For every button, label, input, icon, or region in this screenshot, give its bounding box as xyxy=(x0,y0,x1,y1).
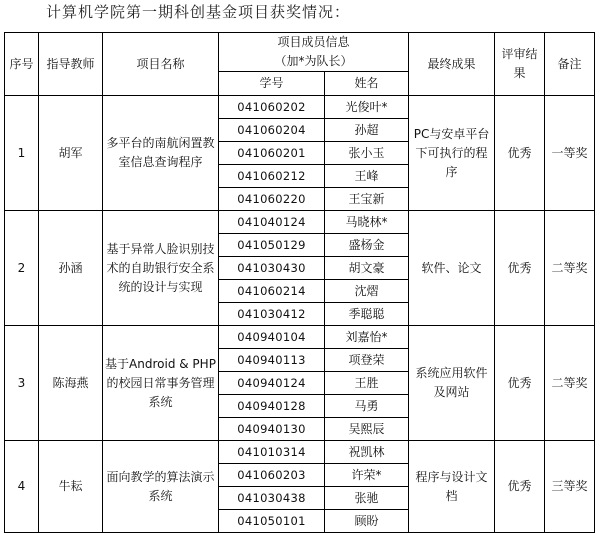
result-cell: 程序与设计文档 xyxy=(409,441,495,533)
member-name-cell: 张小玉 xyxy=(325,142,409,165)
header-name: 姓名 xyxy=(325,72,409,96)
member-name-cell: 张驰 xyxy=(325,487,409,510)
member-name-cell: 季聪聪 xyxy=(325,303,409,326)
student-id-cell: 041060220 xyxy=(219,188,325,211)
page-title: 计算机学院第一期科创基金项目获奖情况： xyxy=(46,3,351,21)
member-name-cell: 盛杨金 xyxy=(325,234,409,257)
header-result: 最终成果 xyxy=(409,33,495,96)
header-advisor: 指导教师 xyxy=(39,33,103,96)
student-id-cell: 041060202 xyxy=(219,96,325,119)
review-cell: 优秀 xyxy=(495,441,545,533)
remark-cell: 二等奖 xyxy=(545,211,595,326)
member-name-cell: 胡文豪 xyxy=(325,257,409,280)
advisor-cell: 牛耘 xyxy=(39,441,103,533)
student-id-cell: 040940130 xyxy=(219,418,325,441)
project-name-cell: 基于异常人脸识别技术的自助银行安全系统的设计与实现 xyxy=(103,211,219,326)
member-name-cell: 王胜 xyxy=(325,372,409,395)
member-name-cell: 王峰 xyxy=(325,165,409,188)
review-cell: 优秀 xyxy=(495,326,545,441)
student-id-cell: 041010314 xyxy=(219,441,325,464)
result-cell: 软件、论文 xyxy=(409,211,495,326)
review-cell: 优秀 xyxy=(495,96,545,211)
header-members xyxy=(219,33,409,72)
member-name-cell: 吴熙辰 xyxy=(325,418,409,441)
advisor-cell: 陈海燕 xyxy=(39,326,103,441)
member-name-cell: 孙超 xyxy=(325,119,409,142)
awards-table xyxy=(4,32,595,533)
advisor-cell: 孙涵 xyxy=(39,211,103,326)
remark-cell: 三等奖 xyxy=(545,441,595,533)
member-name-cell: 许荣* xyxy=(325,464,409,487)
header-student-id: 学号 xyxy=(219,72,325,96)
row-index: 1 xyxy=(5,96,39,211)
header-review: 评审结果 xyxy=(495,33,545,96)
result-cell: PC与安卓平台下可执行的程序 xyxy=(409,96,495,211)
header-row xyxy=(5,33,595,72)
row-index: 4 xyxy=(5,441,39,533)
student-id-cell: 041050129 xyxy=(219,234,325,257)
student-id-cell: 041050101 xyxy=(219,510,325,533)
header-members-note: （加*为队长） xyxy=(274,54,353,68)
project-name-cell: 基于Android & PHP的校园日常事务管理系统 xyxy=(103,326,219,441)
student-id-cell: 041060212 xyxy=(219,165,325,188)
member-name-cell: 刘嘉怡* xyxy=(325,326,409,349)
member-name-cell: 马勇 xyxy=(325,395,409,418)
remark-cell: 二等奖 xyxy=(545,326,595,441)
student-id-cell: 041060214 xyxy=(219,280,325,303)
member-name-cell: 沈熠 xyxy=(325,280,409,303)
student-id-cell: 040940113 xyxy=(219,349,325,372)
header-project: 项目名称 xyxy=(103,33,219,96)
table-row xyxy=(5,441,595,464)
row-index: 2 xyxy=(5,211,39,326)
result-cell: 系统应用软件及网站 xyxy=(409,326,495,441)
member-name-cell: 光俊叶* xyxy=(325,96,409,119)
student-id-cell: 041030412 xyxy=(219,303,325,326)
member-name-cell: 王宝新 xyxy=(325,188,409,211)
advisor-cell: 胡军 xyxy=(39,96,103,211)
project-name-cell: 多平台的南航闲置教室信息查询程序 xyxy=(103,96,219,211)
member-name-cell: 顾盼 xyxy=(325,510,409,533)
row-index: 3 xyxy=(5,326,39,441)
table-row xyxy=(5,211,595,234)
member-name-cell: 马晓林* xyxy=(325,211,409,234)
student-id-cell: 041030438 xyxy=(219,487,325,510)
student-id-cell: 040940104 xyxy=(219,326,325,349)
header-index: 序号 xyxy=(5,33,39,96)
header-members-label: 项目成员信息 xyxy=(277,35,350,49)
student-id-cell: 041040124 xyxy=(219,211,325,234)
remark-cell: 一等奖 xyxy=(545,96,595,211)
student-id-cell: 041030430 xyxy=(219,257,325,280)
project-name-cell: 面向教学的算法演示系统 xyxy=(103,441,219,533)
review-cell: 优秀 xyxy=(495,211,545,326)
table-row xyxy=(5,326,595,349)
student-id-cell: 041060204 xyxy=(219,119,325,142)
member-name-cell: 项登荣 xyxy=(325,349,409,372)
member-name-cell: 祝凯林 xyxy=(325,441,409,464)
table-row xyxy=(5,96,595,119)
header-remark: 备注 xyxy=(545,33,595,96)
student-id-cell: 041060201 xyxy=(219,142,325,165)
student-id-cell: 041060203 xyxy=(219,464,325,487)
student-id-cell: 040940128 xyxy=(219,395,325,418)
student-id-cell: 040940124 xyxy=(219,372,325,395)
